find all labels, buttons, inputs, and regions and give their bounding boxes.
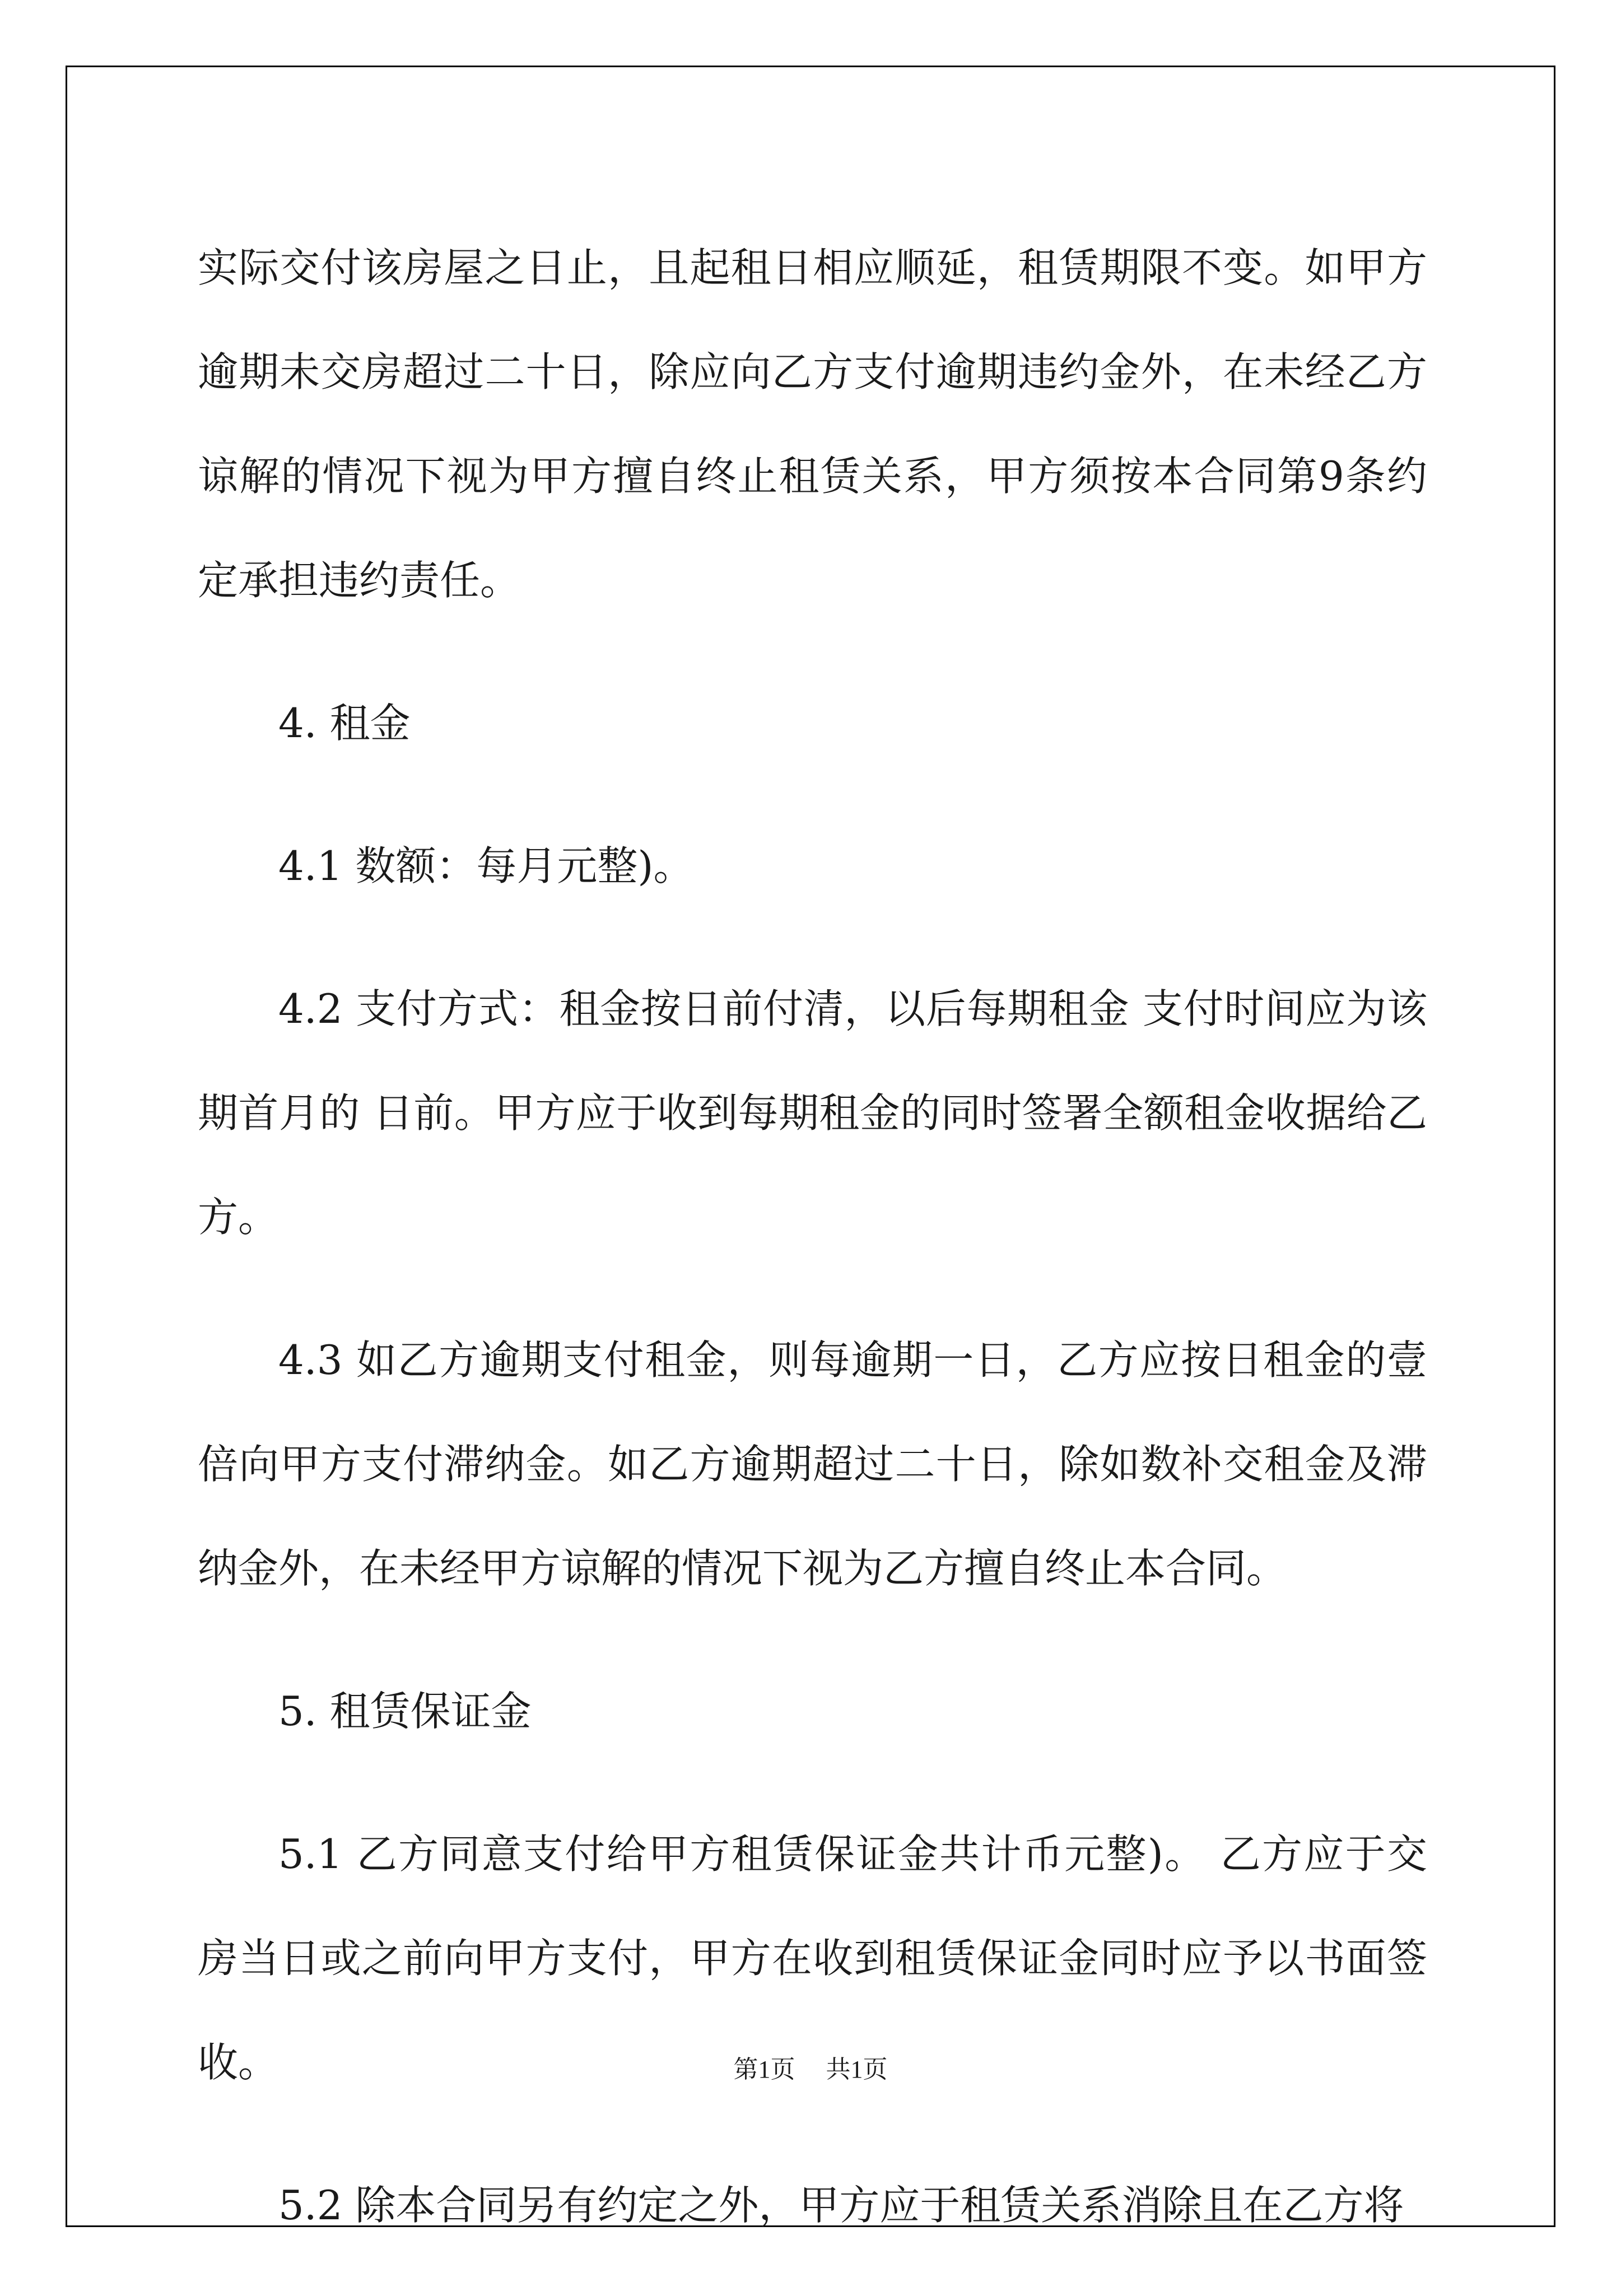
- document-body: [198, 216, 1427, 2296]
- clause-4-1: 4.1 数额：每月元整)。: [278, 842, 694, 889]
- heading-deposit: 5. 租赁保证金: [278, 1688, 532, 1735]
- page-total: 共1页: [826, 2056, 888, 2083]
- clause-5-1: 5.1 乙方同意支付给甲方租赁保证金共计币元整)。 乙方应于交房当日或之前向甲方支付，甲方在收到租赁保证金同时应予以书面签收。: [198, 1831, 1427, 2086]
- paragraph-continuation: 实际交付该房屋之日止，且起租日相应顺延，租赁期限不变。如甲方逾期未交房超过二十日，除应向乙方支付逾期违约金外，在未经乙方谅解的情况下视为甲方擅自终止租赁关系，甲方须按本合同第9条约定承担违约责任。: [198, 244, 1427, 604]
- heading-rent: 4. 租金: [278, 700, 411, 747]
- clause-4-3: 4.3 如乙方逾期支付租金，则每逾期一日，乙方应按日租金的壹倍向甲方支付滞纳金。如乙方逾期超过二十日，除如数补交租金及滞纳金外，在未经甲方谅解的情况下视为乙方擅自终止本合同。: [198, 1336, 1427, 1592]
- page-number: 第1页: [733, 2056, 795, 2083]
- clause-4-2: 4.2 支付方式：租金按日前付清，以后每期租金 支付时间应为该期首月的 日前。甲方应于收到每期租金的同时签署全额租金收据给乙方。: [198, 985, 1427, 1241]
- page-footer: [0, 2049, 1621, 2085]
- clause-5-2: 5.2 除本合同另有约定之外，甲方应于租赁关系消除且在乙方将: [278, 2182, 1404, 2229]
